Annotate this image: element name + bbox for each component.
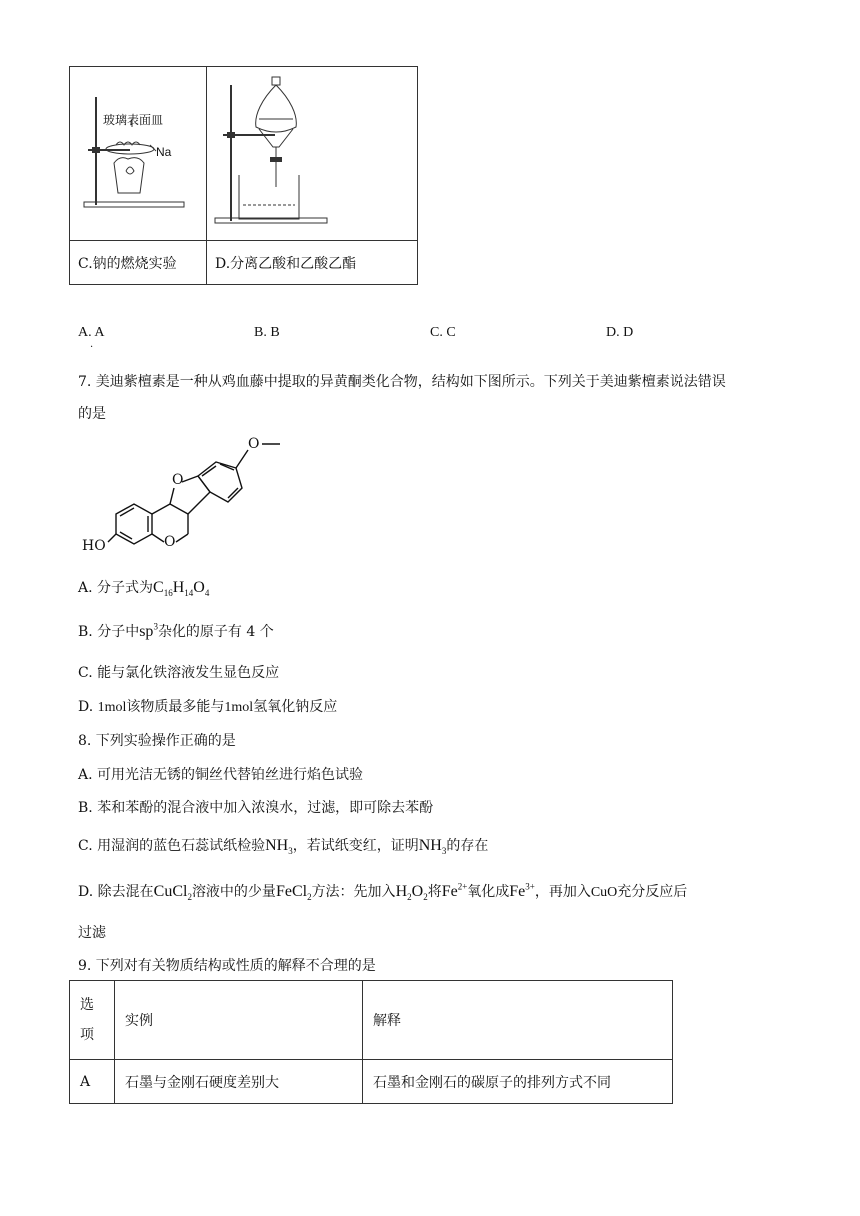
q8-stem: 8. 下列实验操作正确的是 (78, 733, 236, 749)
sodium-combustion-apparatus-drawing (70, 67, 206, 236)
watch-glass-label: 玻璃表面皿 (103, 113, 164, 127)
q8-option-d-line2: 过滤 (78, 925, 106, 941)
header-option: 选 项 (70, 981, 115, 1060)
q7-a-formula: $C_{16}H_{14}O_4$ (153, 579, 210, 599)
sodium-combustion-figure (70, 67, 207, 241)
emphasis-dot: . (90, 339, 94, 350)
q6-option-b: B. B (254, 325, 280, 340)
q7-option-b: B. 分子中$sp^3$杂化的原子有 4 个 (78, 621, 274, 640)
row-explanation: 石墨和金刚石的碳原子的排列方式不同 (363, 1060, 673, 1104)
caption-d: D.分离乙酸和乙酸乙酯 (207, 241, 418, 285)
q8-option-a: A. 可用光洁无锈的铜丝代替铂丝进行焰色试验 (78, 767, 364, 783)
apparatus-figure-table (69, 66, 418, 285)
row-option: A (70, 1060, 115, 1104)
q7-option-a (78, 577, 209, 598)
separation-figure (207, 67, 418, 241)
ho-label: HO (82, 538, 106, 554)
header-explanation: 解释 (363, 981, 673, 1060)
q6-option-a: A. A (78, 325, 105, 340)
q7-option-d: D. 1mol该物质最多能与1mol氢氧化钠反应 (78, 699, 338, 715)
caption-c: C.钠的燃烧实验 (70, 241, 207, 285)
table-row (70, 1060, 673, 1104)
q8-option-d-line1: D. 除去混在CuCl$_2$溶液中的少量FeCl$_2$方法：先加入$H_2O_2$将$Fe^{2+}$氧化成$Fe^{3+}$，再加入CuO充分反应后 (78, 881, 688, 903)
sp3-term: $sp^3$ (139, 621, 158, 640)
q7-option-c: C. 能与氯化铁溶液发生显色反应 (78, 665, 280, 681)
q6-option-d: D. D (606, 325, 634, 340)
row-example: 石墨与金刚石硬度差别大 (115, 1060, 363, 1104)
q7-stem-line1: 7. 美迪紫檀素是一种从鸡血藤中提取的异黄酮类化合物，结构如下图所示。下列关于美迪紫檀素说法错误 (78, 374, 726, 390)
separatory-funnel-drawing (207, 67, 417, 236)
header-example: 实例 (115, 981, 363, 1060)
sodium-label: Na (156, 145, 172, 159)
o-label-furan: O (172, 472, 184, 488)
q9-table (69, 980, 673, 1104)
structure-drawing (78, 432, 298, 562)
o-label-methoxy: O (248, 436, 260, 452)
table-header-row (70, 981, 673, 1060)
q9-stem: 9. 下列对有关物质结构或性质的解释不合理的是 (78, 958, 376, 974)
q7-a-prefix: A. 分子式为 (78, 580, 154, 596)
q8-option-c: C. 用湿润的蓝色石蕊试纸检验$NH_3$，若试纸变红，证明$NH_3$的存在 (78, 837, 489, 857)
q8-option-b: B. 苯和苯酚的混合液中加入浓溴水，过滤，即可除去苯酚 (78, 800, 434, 816)
o-label-pyran: O (164, 534, 176, 550)
q7-stem-line2: 的是 (78, 406, 106, 422)
structure-formula (78, 432, 298, 562)
q6-option-c: C. C (430, 325, 456, 340)
